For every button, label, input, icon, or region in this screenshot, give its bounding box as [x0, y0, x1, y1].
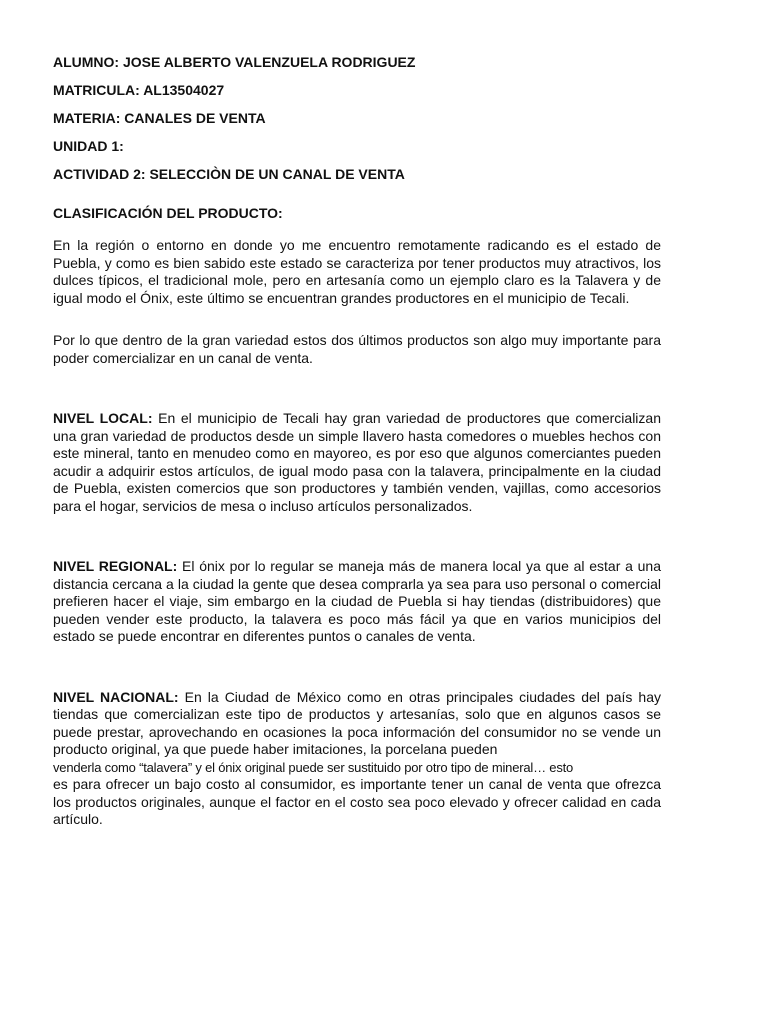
- enrollment-line: MATRICULA: AL13504027: [53, 82, 225, 98]
- unit-line: UNIDAD 1:: [53, 138, 124, 154]
- national-level-text: En la Ciudad de México como en otras principales ciudades del país hay tiendas que comercializan este tipo de productos y artesanías, solo que en algunos casos se puede prestar, aprovechando en ocasiones la poca información del consumidor no se vende un producto original, ya que puede haber imitaciones, la porcelana pueden: [53, 688, 661, 757]
- national-level-inserted-line: venderla como “talavera” y el ónix original puede ser sustituido por otro tipo de mineral… esto: [53, 759, 574, 775]
- activity-line: ACTIVIDAD 2: SELECCIÒN DE UN CANAL DE VENTA: [53, 166, 405, 182]
- local-level-text: En el municipio de Tecali hay gran variedad de productores que comercializan una gran variedad de productos desde un simple llavero hasta comedores o muebles hechos con este mineral, tanto en menudeo como en mayoreo, es por eso que algunos comerciantes pueden acudir a adquirir estos artículos, de igual modo pasa con la talavera, principalmente en la ciudad de Puebla, existen comercios que son productores y también venden, vajillas, como accesorios para el hogar, servicios de mesa o incluso artículos personalizados.: [53, 410, 661, 514]
- intro-paragraph: En la región o entorno en donde yo me encuentro remotamente radicando es el estado de Puebla, y como es bien sabido este estado se caracteriza por tener productos muy atractivos, los dulces típicos, el tradicional mole, pero en artesanía como un ejemplo claro es la Talavera y de igual modo el Ónix, este último se encuentran grandes productores en el municipio de Tecali.: [53, 237, 661, 306]
- national-level-label: NIVEL NACIONAL:: [53, 688, 179, 705]
- regional-level-paragraph: [53, 558, 661, 646]
- national-level-continuation: es para ofrecer un bajo costo al consumidor, es importante tener un canal de venta que ofrezca los productos originales, aunque el factor en el costo sea poco elevado y ofrecer calidad en cada artículo.: [53, 776, 661, 827]
- summary-paragraph: Por lo que dentro de la gran variedad estos dos últimos productos son algo muy importante para poder comercializar en un canal de venta.: [53, 332, 661, 366]
- student-name-line: ALUMNO: JOSE ALBERTO VALENZUELA RODRIGUEZ: [53, 54, 416, 70]
- document-page: [53, 54, 661, 829]
- national-level-paragraph: [53, 689, 661, 759]
- regional-level-text: El ónix por lo regular se maneja más de manera local ya que al estar a una distancia cercana a la ciudad la gente que desea comprarla ya sea para uso personal o comercial prefieren hacer el viaje, sim embargo en la ciudad de Puebla si hay tiendas (distribuidores) que pueden vender este producto, la talavera es poco más fácil ya que en varios municipios del estado se puede encontrar en diferentes puntos o canales de venta.: [53, 558, 662, 644]
- regional-level-label: NIVEL REGIONAL:: [53, 558, 178, 574]
- section-title: CLASIFICACIÓN DEL PRODUCTO:: [53, 205, 283, 221]
- local-level-paragraph: [53, 410, 661, 515]
- subject-line: MATERIA: CANALES DE VENTA: [53, 110, 266, 126]
- local-level-label: NIVEL LOCAL:: [53, 410, 153, 426]
